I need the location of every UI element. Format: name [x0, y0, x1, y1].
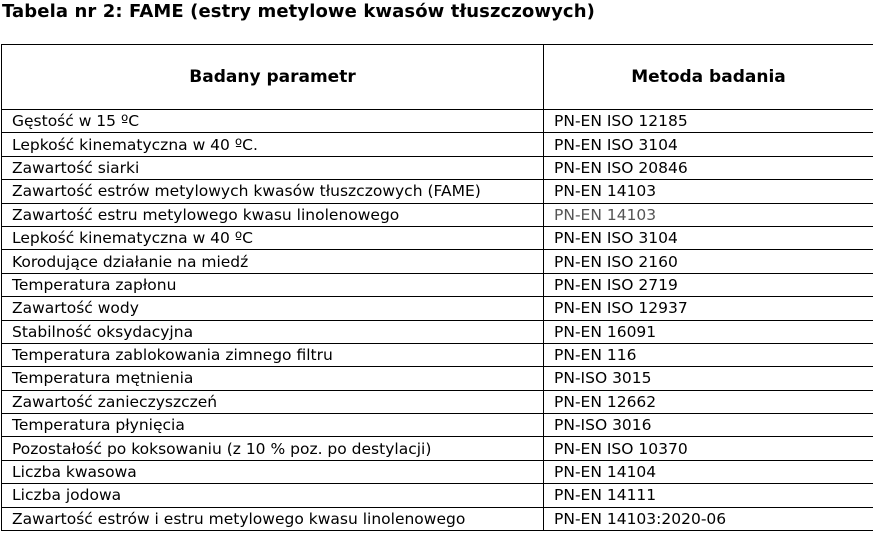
method-cell: PN-EN ISO 3104 [544, 133, 873, 156]
parameter-cell: Liczba jodowa [2, 484, 544, 507]
parameters-table [1, 44, 873, 531]
parameter-cell: Zawartość estrów metylowych kwasów tłuszczowych (FAME) [2, 180, 544, 203]
parameter-cell: Lepkość kinematyczna w 40 ºC [2, 226, 544, 249]
table-header-row [2, 45, 873, 110]
method-cell: PN-EN 14103 [544, 180, 873, 203]
table-row [2, 273, 873, 296]
table-row [2, 507, 873, 530]
parameter-cell: Stabilność oksydacyjna [2, 320, 544, 343]
parameter-cell: Zawartość estru metylowego kwasu linolenowego [2, 203, 544, 226]
method-cell: PN-EN 14104 [544, 460, 873, 483]
table-row [2, 484, 873, 507]
method-cell: PN-ISO 3015 [544, 367, 873, 390]
parameter-cell: Temperatura płynięcia [2, 414, 544, 437]
table-row [2, 367, 873, 390]
parameter-cell: Zawartość siarki [2, 156, 544, 179]
method-cell: PN-EN 16091 [544, 320, 873, 343]
method-cell: PN-EN ISO 10370 [544, 437, 873, 460]
parameter-cell: Gęstość w 15 ºC [2, 110, 544, 133]
method-cell: PN-EN 12662 [544, 390, 873, 413]
table-row [2, 297, 873, 320]
method-cell: PN-EN 14111 [544, 484, 873, 507]
table-row [2, 203, 873, 226]
method-cell: PN-EN ISO 2719 [544, 273, 873, 296]
header-parameter: Badany parametr [2, 45, 544, 110]
table-title: Tabela nr 2: FAME (estry metylowe kwasów tłuszczowych) [2, 1, 595, 22]
table-row [2, 460, 873, 483]
parameter-cell: Pozostałość po koksowaniu (z 10 % poz. po destylacji) [2, 437, 544, 460]
method-cell: PN-EN 14103:2020-06 [544, 507, 873, 530]
table-row [2, 250, 873, 273]
method-cell: PN-ISO 3016 [544, 414, 873, 437]
method-cell: PN-EN ISO 3104 [544, 226, 873, 249]
parameter-cell: Temperatura zablokowania zimnego filtru [2, 343, 544, 366]
table-row [2, 110, 873, 133]
method-cell: PN-EN 116 [544, 343, 873, 366]
method-cell: PN-EN ISO 20846 [544, 156, 873, 179]
parameter-cell: Lepkość kinematyczna w 40 ºC. [2, 133, 544, 156]
table-row [2, 226, 873, 249]
parameter-cell: Temperatura zapłonu [2, 273, 544, 296]
parameter-cell: Zawartość estrów i estru metylowego kwasu linolenowego [2, 507, 544, 530]
method-cell: PN-EN ISO 2160 [544, 250, 873, 273]
table-row [2, 437, 873, 460]
method-cell: PN-EN 14103 [544, 203, 873, 226]
table-row [2, 180, 873, 203]
parameter-cell: Korodujące działanie na miedź [2, 250, 544, 273]
method-cell: PN-EN ISO 12185 [544, 110, 873, 133]
table-row [2, 414, 873, 437]
parameter-cell: Zawartość wody [2, 297, 544, 320]
table-row [2, 343, 873, 366]
table-row [2, 156, 873, 179]
header-method: Metoda badania [544, 45, 873, 110]
table-row [2, 390, 873, 413]
parameter-cell: Liczba kwasowa [2, 460, 544, 483]
parameter-cell: Zawartość zanieczyszczeń [2, 390, 544, 413]
table-row [2, 320, 873, 343]
method-cell: PN-EN ISO 12937 [544, 297, 873, 320]
parameter-cell: Temperatura mętnienia [2, 367, 544, 390]
table-row [2, 133, 873, 156]
